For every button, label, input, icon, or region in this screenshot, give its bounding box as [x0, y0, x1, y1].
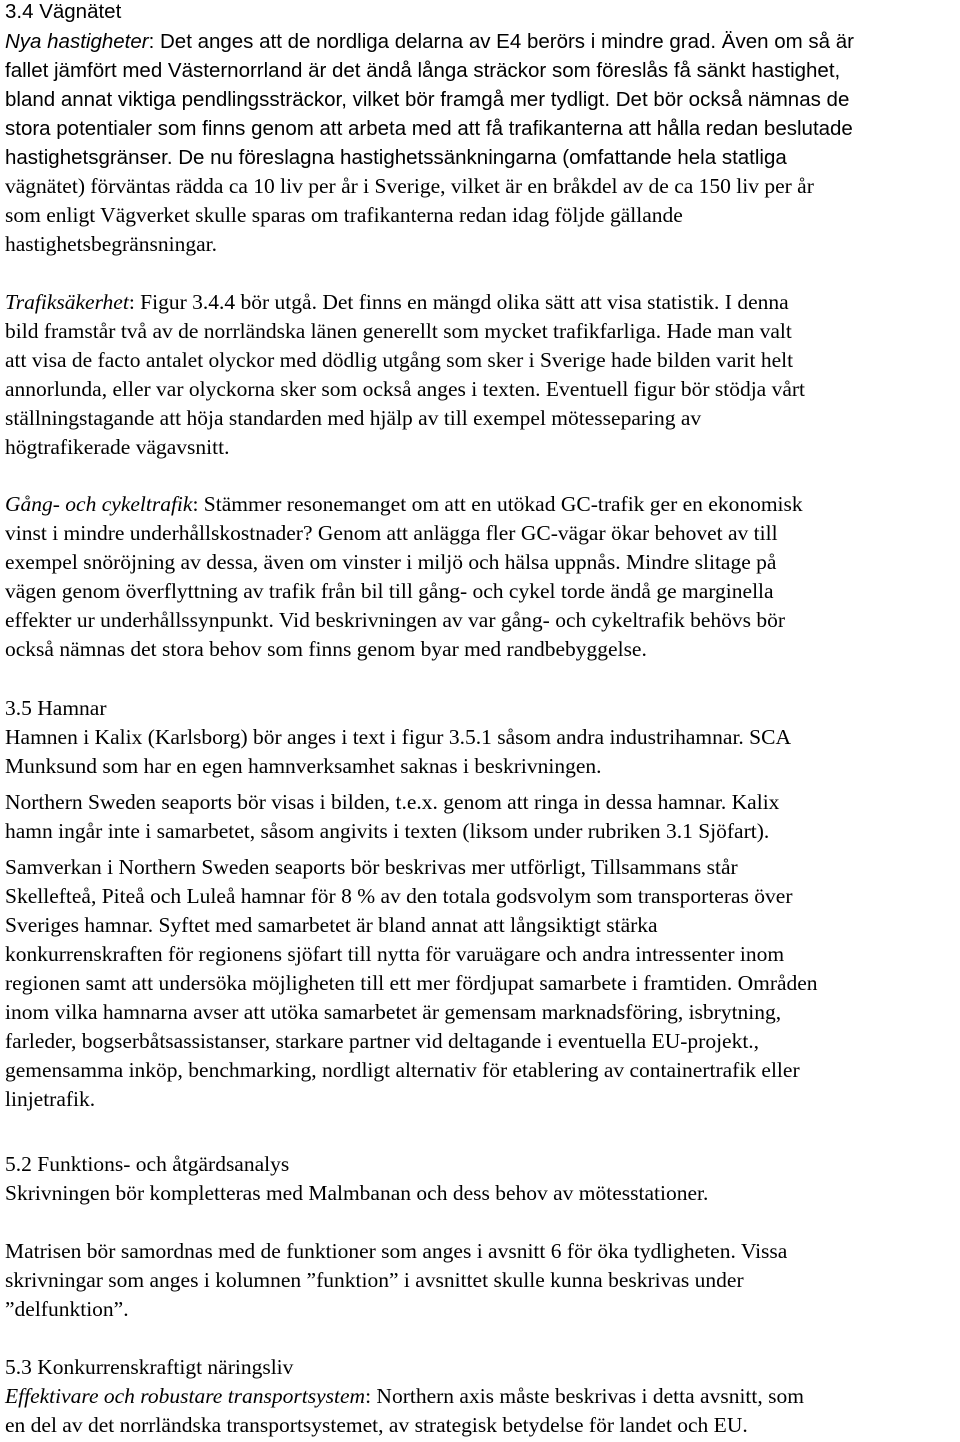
- paragraph-line: inom vilka hamnarna avser att utöka samarbetet är gemensam marknadsföring, isbrytning,: [5, 1000, 782, 1024]
- paragraph-line: annorlunda, eller var olyckorna sker som också anges i texten. Eventuell figur bör stödja vårt: [5, 377, 806, 401]
- paragraph-line: vägen genom överflyttning av trafik från bil till gång- och cykel torde ändå ge marginella: [5, 579, 774, 603]
- paragraph-line: Munksund som har en egen hamnverksamhet saknas i beskrivningen.: [5, 754, 602, 778]
- paragraph-line: effekter ur underhållssynpunkt. Vid beskrivningen av var gång- och cykeltrafik behövs bör: [5, 608, 786, 632]
- paragraph-line: hastighetsgränser. De nu föreslagna hastighetssänkningarna (omfattande hela statliga: [5, 146, 787, 169]
- paragraph-line: Nya hastigheter: Det anges att de nordliga delarna av E4 berörs i mindre grad. Även om så är: [5, 30, 854, 53]
- paragraph-line: hastighetsbegränsningar.: [5, 232, 217, 256]
- paragraph-line: exempel snöröjning av dessa, även om vinster i miljö och hälsa uppnås. Mindre slitage på: [5, 550, 777, 574]
- paragraph-line: linjetrafik.: [5, 1087, 96, 1111]
- paragraph-line: Sveriges hamnar. Syftet med samarbetet är bland annat att långsiktigt stärka: [5, 913, 658, 937]
- paragraph-line: farleder, bogserbåtsassistanser, starkare partner vid deltagande i eventuella EU-projekt.,: [5, 1029, 760, 1053]
- paragraph-line: bild framstår två av de norrländska länen generellt som mycket trafikfarliga. Hade man valt: [5, 319, 792, 343]
- paragraph-line: Trafiksäkerhet: Figur 3.4.4 bör utgå. Det finns en mängd olika sätt att visa statistik. I denna: [5, 290, 789, 314]
- paragraph-line: också nämnas det stora behov som finns genom byar med randbebyggelse.: [5, 637, 647, 661]
- paragraph-line: konkurrenskraften för regionens sjöfart till nytta för varuägare och andra intressenter inom: [5, 942, 785, 966]
- paragraph-line: vinst i mindre underhållskostnader? Genom att anlägga fler GC-vägar ökar behovet av till: [5, 521, 778, 545]
- paragraph-line: Skrivningen bör kompletteras med Malmbanan och dess behov av mötesstationer.: [5, 1181, 709, 1205]
- paragraph-line: Hamnen i Kalix (Karlsborg) bör anges i text i figur 3.5.1 såsom andra industrihamnar. SCA: [5, 725, 791, 749]
- paragraph-line: Effektivare och robustare transportsystem: Northern axis måste beskrivas i detta avsnitt, som: [5, 1384, 804, 1408]
- paragraph-line: ”delfunktion”.: [5, 1297, 129, 1321]
- section-heading-hamnar: 3.5 Hamnar: [5, 696, 107, 720]
- paragraph-line: ställningstagande att höja standarden med hjälp av till exempel mötesseparing av: [5, 406, 702, 430]
- paragraph-line: en del av det norrländska transportsystemet, av strategisk betydelse för landet och EU.: [5, 1413, 748, 1437]
- paragraph-line: Matrisen bör samordnas med de funktioner som anges i avsnitt 6 för öka tydligheten. Vissa: [5, 1239, 788, 1263]
- paragraph-line: som enligt Vägverket skulle sparas om trafikanterna redan idag följde gällande: [5, 203, 683, 227]
- section-heading-funktions-och-atgardsanalys: 5.2 Funktions- och åtgärdsanalys: [5, 1152, 290, 1176]
- section-heading-konkurrenskraftigt-naringsliv: 5.3 Konkurrenskraftigt näringsliv: [5, 1355, 294, 1379]
- paragraph-line: Skellefteå, Piteå och Luleå hamnar för 8 % av den totala godsvolym som transporteras över: [5, 884, 793, 908]
- paragraph-line: skrivningar som anges i kolumnen ”funktion” i avsnittet skulle kunna beskrivas under: [5, 1268, 744, 1292]
- paragraph-line: Samverkan i Northern Sweden seaports bör beskrivas mer utförligt, Tillsammans står: [5, 855, 738, 879]
- paragraph-line: regionen samt att undersöka möjligheten till ett mer fördjupat samarbete i framtiden. Områden: [5, 971, 818, 995]
- paragraph-label-gang-och-cykeltrafik: Gång- och cykeltrafik: [5, 492, 193, 516]
- paragraph-line: gemensamma inköp, benchmarking, nordligt alternativ för etablering av containertrafik eller: [5, 1058, 800, 1082]
- paragraph-label-trafiksakerhet: Trafiksäkerhet: [5, 290, 129, 314]
- paragraph-label-effektivare-och-robustare-transportsystem: Effektivare och robustare transportsystem: [5, 1384, 366, 1408]
- paragraph-line: stora potentialer som finns genom att arbeta med att få trafikanterna att hålla redan beslutade: [5, 117, 853, 140]
- paragraph-line: vägnätet) förväntas rädda ca 10 liv per år i Sverige, vilket är en bråkdel av de ca 150 liv per år: [5, 174, 814, 198]
- paragraph-line: högtrafikerade vägavsnitt.: [5, 435, 230, 459]
- paragraph-line: hamn ingår inte i samarbetet, såsom angivits i texten (liksom under rubriken 3.1 Sjöfart).: [5, 819, 770, 843]
- paragraph-line: att visa de facto antalet olyckor med dödlig utgång som sker i Sverige hade bilden varit helt: [5, 348, 794, 372]
- paragraph-label-nya-hastigheter: Nya hastigheter: [5, 30, 149, 53]
- paragraph-line: bland annat viktiga pendlingssträckor, vilket bör framgå mer tydligt. Det bör också nämnas de: [5, 88, 850, 111]
- paragraph-line: Gång- och cykeltrafik: Stämmer resonemanget om att en utökad GC-trafik ger en ekonomisk: [5, 492, 803, 516]
- section-heading-vagnatet: 3.4 Vägnätet: [5, 0, 122, 23]
- paragraph-line: fallet jämfört med Västernorrland är det ändå långa sträckor som föreslås få sänkt hastighet,: [5, 59, 841, 82]
- paragraph-line: Northern Sweden seaports bör visas i bilden, t.e.x. genom att ringa in dessa hamnar. Kalix: [5, 790, 780, 814]
